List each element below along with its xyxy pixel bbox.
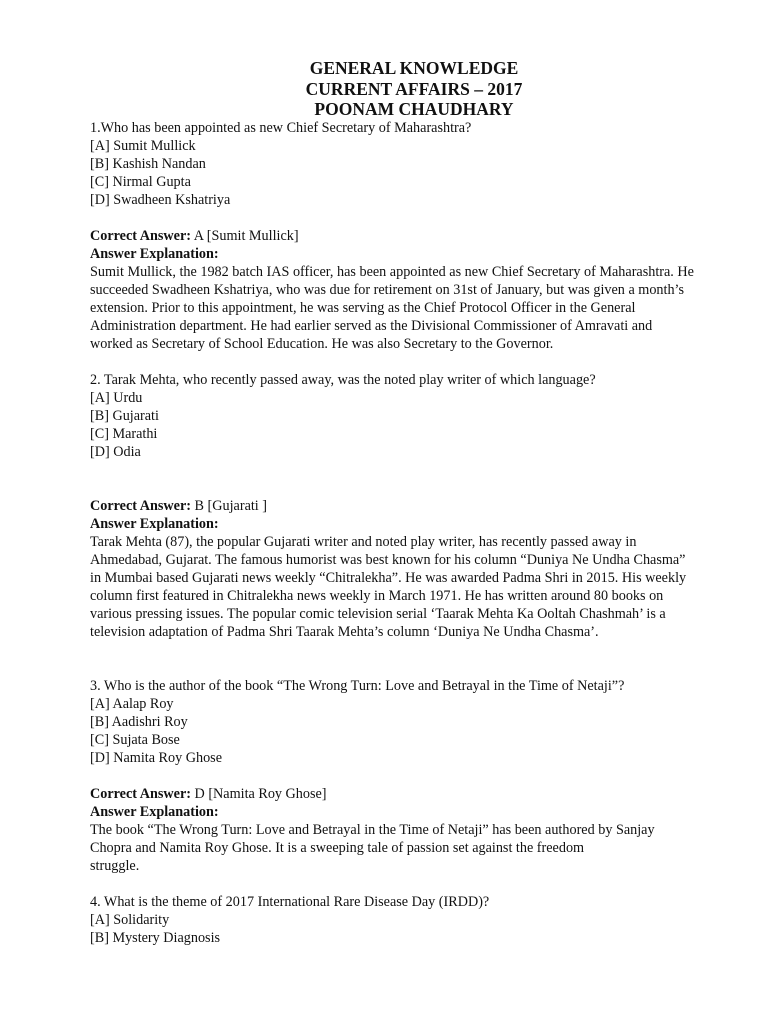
explanation-line: extension. Prior to this appointment, he was serving as the Chief Protocol Officer in the General [90, 300, 636, 316]
explanation-label: Answer Explanation: [90, 804, 219, 820]
explanation-line: various pressing issues. The popular comic television serial ‘Taarak Mehta Ka Ooltah Chashmah’ is a [90, 606, 666, 622]
question-text: 1.Who has been appointed as new Chief Secretary of Maharashtra? [90, 120, 472, 136]
question-block-2 [90, 371, 730, 641]
explanation-line: in Mumbai based Gujarati news weekly “Chitralekha”. He was awarded Padma Shri in 2015. His weekly [90, 570, 687, 586]
option-d: [D] Swadheen Kshatriya [90, 192, 231, 208]
option-c: [C] Sujata Bose [90, 732, 180, 748]
explanation-line: struggle. [90, 858, 140, 874]
header-title: GENERAL KNOWLEDGE [309, 58, 519, 78]
correct-answer-label: Correct Answer: [90, 786, 191, 802]
explanation-label: Answer Explanation: [90, 246, 219, 262]
correct-answer-value: A [Sumit Mullick] [190, 228, 299, 244]
option-a: [A] Urdu [90, 390, 143, 406]
correct-answer-value: B [Gujarati ] [190, 498, 268, 514]
option-b: [B] Mystery Diagnosis [90, 930, 221, 946]
option-d: [D] Odia [90, 444, 141, 460]
question-block-3 [90, 677, 730, 875]
option-a: [A] Sumit Mullick [90, 138, 196, 154]
correct-answer-label: Correct Answer: [90, 498, 191, 514]
option-b: [B] Kashish Nandan [90, 156, 206, 172]
explanation-line: Chopra and Namita Roy Ghose. It is a sweeping tale of passion set against the freedom [90, 840, 585, 856]
option-a: [A] Aalap Roy [90, 696, 174, 712]
option-a: [A] Solidarity [90, 912, 170, 928]
question-text: 3. Who is the author of the book “The Wrong Turn: Love and Betrayal in the Time of Netaji”? [90, 678, 625, 694]
correct-answer [90, 785, 730, 803]
option-d: [D] Namita Roy Ghose [90, 750, 222, 766]
explanation-line: television adaptation of Padma Shri Taarak Mehta’s column ‘Duniya Ne Undha Chasma’. [90, 624, 599, 640]
option-c: [C] Nirmal Gupta [90, 174, 191, 190]
explanation-line: worked as Secretary of School Education. He was also Secretary to the Governor. [90, 336, 554, 352]
explanation-line: column first featured in Chitralekha news weekly in March 1971. He has written around 80 books on [90, 588, 664, 604]
question-block-1 [90, 119, 730, 353]
document-header [0, 58, 768, 120]
correct-answer [90, 497, 730, 515]
question-text: 2. Tarak Mehta, who recently passed away, was the noted play writer of which language? [90, 372, 596, 388]
correct-answer [90, 227, 730, 245]
explanation-label: Answer Explanation: [90, 516, 219, 532]
header-subtitle: CURRENT AFFAIRS – 2017 [305, 78, 523, 99]
explanation-line: succeeded Swadheen Kshatriya, who was due for retirement on 31st of January, but was given a month’s [90, 282, 685, 298]
question-block-4 [90, 893, 730, 947]
correct-answer-value: D [Namita Roy Ghose] [190, 786, 327, 802]
explanation-line: Sumit Mullick, the 1982 batch IAS officer, has been appointed as new Chief Secretary of Maharashtra. He [90, 264, 694, 280]
header-author: POONAM CHAUDHARY [314, 99, 514, 119]
option-b: [B] Aadishri Roy [90, 714, 188, 730]
explanation-line: The book “The Wrong Turn: Love and Betrayal in the Time of Netaji” has been authored by Sanjay [90, 822, 655, 838]
option-c: [C] Marathi [90, 426, 158, 442]
document-body [90, 119, 730, 947]
explanation-line: Administration department. He had earlier served as the Divisional Commissioner of Amravati and [90, 318, 653, 334]
explanation-line: Ahmedabad, Gujarat. The famous humorist was best known for his column “Duniya Ne Undha Chasma” [90, 552, 686, 568]
explanation-line: Tarak Mehta (87), the popular Gujarati writer and noted play writer, has recently passed away in [90, 534, 637, 550]
option-b: [B] Gujarati [90, 408, 159, 424]
question-text: 4. What is the theme of 2017 International Rare Disease Day (IRDD)? [90, 894, 490, 910]
correct-answer-label: Correct Answer: [90, 228, 191, 244]
